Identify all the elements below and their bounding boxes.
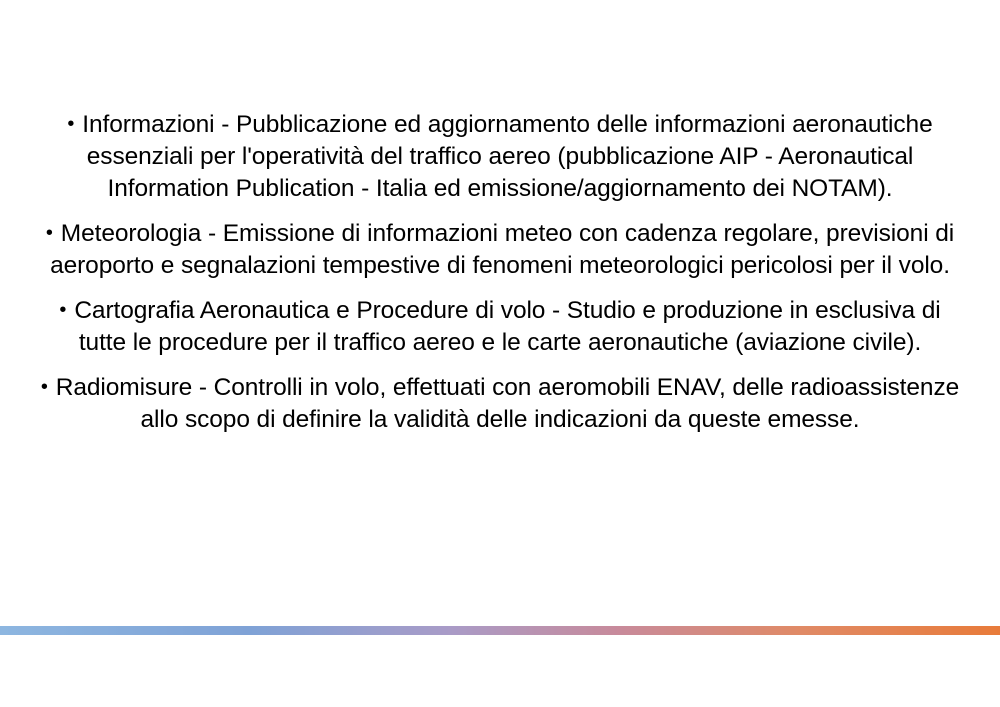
footer-gradient-bar — [0, 626, 1000, 635]
bullet-item-informazioni — [40, 108, 960, 205]
bullet-text: Radiomisure - Controlli in volo, effettuati con aeromobili ENAV, delle radioassistenze allo scopo di definire la validità delle indicazioni da queste emesse. — [55, 374, 960, 433]
bullet-icon: • — [40, 376, 48, 398]
bullet-icon: • — [67, 113, 75, 135]
bullet-icon: • — [45, 222, 53, 244]
bullet-item-radiomisure — [40, 371, 960, 436]
bullet-list — [40, 108, 960, 608]
bullet-item-meteorologia — [40, 217, 960, 282]
bullet-text: Meteorologia - Emissione di informazioni meteo con cadenza regolare, previsioni di aeroporto e segnalazioni tempestive di fenomeni meteorologici pericolosi per il volo. — [50, 220, 955, 279]
bullet-item-cartografia — [40, 294, 960, 359]
bullet-text: Cartografia Aeronautica e Procedure di volo - Studio e produzione in esclusiva di tutte le procedure per il traffico aereo e le carte aeronautiche (aviazione civile). — [74, 297, 941, 356]
bullet-icon: • — [59, 299, 67, 321]
bullet-text: Informazioni - Pubblicazione ed aggiornamento delle informazioni aeronautiche essenziali per l'operatività del traffico aereo (pubblicazione AIP - Aeronautical Information Publication - Italia ed emissione/aggiornamento dei NOTAM). — [82, 111, 933, 202]
